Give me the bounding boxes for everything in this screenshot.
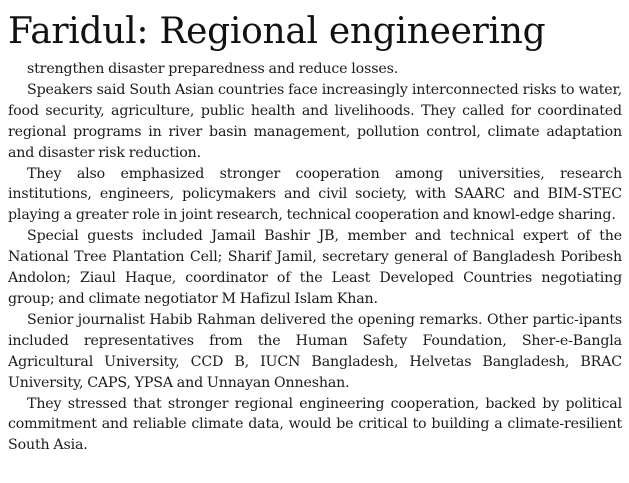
article-paragraph: They stressed that stronger regional engineering cooperation, backed by political commitment and reliable climate data, would be critical to building a climate-resilient South Asia. bbox=[8, 395, 622, 454]
article-paragraph-continuation: strengthen disaster preparedness and reduce losses. bbox=[27, 61, 399, 77]
article-paragraph: Special guests included Jamail Bashir JB, member and technical expert of the National Tree Plantation Cell; Sharif Jamil, secretary general of Bangladesh Poribesh Andolon; Ziaul Haque, coordinator of the Least Developed Countries negotiating group; and climate negotiator M Hafizul Islam Khan. bbox=[8, 228, 622, 307]
article-paragraph: Speakers said South Asian countries face increasingly interconnected risks to water, food security, agriculture, public health and livelihoods. They called for coordinated regional programs in river basin management, pollution control, climate adaptation and disaster risk reduction. bbox=[8, 81, 622, 161]
article-paragraph: They also emphasized stronger cooperation among universities, research institutions, engineers, policymakers and civil society, with SAARC and BIM-STEC playing a greater role in joint research, technical cooperation and knowl-edge sharing. bbox=[8, 165, 622, 224]
article-body bbox=[8, 59, 622, 456]
article-headline: Faridul: Regional engineering bbox=[8, 11, 546, 52]
article-paragraph: Senior journalist Habib Rahman delivered the opening remarks. Other partic-ipants included representatives from the Human Safety Foundation, Sher-e-Bangla Agricultural University, CCD B, IUCN Bangladesh, Helvetas Bangladesh, BRAC University, CAPS, YPSA and Unnayan Onneshan. bbox=[8, 311, 622, 391]
